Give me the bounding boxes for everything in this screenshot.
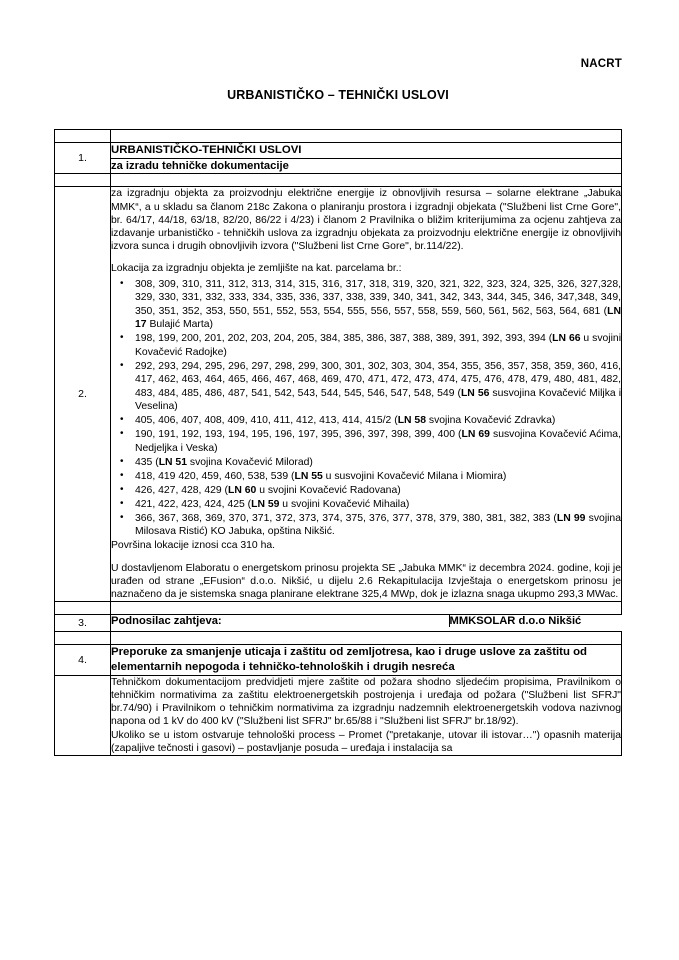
parcel-numbers: 190, 191, 192, 193, 194, 195, 196, 197, 395, 396, 397, 398, 399, 400 ( <box>135 429 462 441</box>
spacer-cell-right <box>111 130 622 143</box>
spacer-cell-left <box>55 174 111 187</box>
spacer-cell-left <box>55 602 111 615</box>
row4-body-number-cell <box>55 675 111 755</box>
list-item <box>111 278 621 332</box>
row3-wrapper <box>111 615 622 632</box>
table-row-3-applicant <box>55 615 622 632</box>
parcel-owner: susvojina Kovačević Miljka i Veselina) <box>135 387 621 413</box>
table-spacer-row <box>55 174 622 187</box>
parcel-owner: Bulajić Marta) <box>146 319 213 331</box>
parcel-numbers: 435 ( <box>135 456 159 468</box>
list-item <box>111 470 621 484</box>
row4-paragraph-1: Tehničkom dokumentacijom predvidjeti mjere zaštite od požara shodno sljedećim propisima, Pravilnikom o tehničkim normativima za zaštitu elektroenergetskih postrojenja i uređaja od požara ("Službeni list SFRJ" br.74/90) i Pravilnikom o tehničkim normativima za izgradnju nadzemnih elektroenergetskih vodova nazivnog napona od 1 kV do 400 kV ("Službeni list SFRJ" br.65/88 i "Službeni list SFRJ" br.18/92). <box>111 676 621 728</box>
row3-inner-table <box>111 615 622 627</box>
list-item <box>111 484 621 498</box>
parcel-ln: LN 17 <box>135 305 621 331</box>
draft-label: NACRT <box>580 58 622 70</box>
parcel-ln: LN 56 <box>460 387 490 399</box>
row1-title: URBANISTIČKO-TEHNIČKI USLOVI <box>111 143 622 159</box>
parcel-list <box>111 278 621 539</box>
spacer-cell-right <box>111 632 622 645</box>
table-spacer-row <box>55 632 622 645</box>
parcel-owner: u svojini Kovačević Radojke) <box>135 333 622 358</box>
table-row-4-heading <box>55 645 622 676</box>
row-number-4: 4. <box>55 645 111 676</box>
parcel-numbers: 308, 309, 310, 311, 312, 313, 314, 315, 316, 317, 318, 319, 320, 321, 322, 323, 324, 325, 326, 327,328, 329, 330, 331, 332, 333, 334, 335, 336, 337, 338, 339, 340, 341, 342, 343, 344, 345, 346, 347,348, 349, 350, 351, 352, 353, 550, 551, 552, 553, 554, 555, 556, 557, 558, 559, 560, 561, 562, 563, 564, 681 ( <box>135 278 621 317</box>
parcel-ln: LN 66 <box>552 333 581 345</box>
parcel-numbers: 426, 427, 428, 429 ( <box>135 484 229 496</box>
parcel-owner: svojina Kovačević Zdravka) <box>425 415 556 427</box>
row4-title: Preporuke za smanjenje uticaja i zaštitu od zemljotresa, kao i druge uslove za zaštitu od elementarnih nepogoda i tehničko-tehnoloških i drugih nesreća <box>111 645 622 676</box>
table-spacer-row <box>55 130 622 143</box>
row2-location-lead: Lokacija za izgradnju objekta je zemljište na kat. parcelama br.: <box>111 263 402 275</box>
parcel-ln: LN 51 <box>158 456 187 468</box>
parcel-ln: LN 55 <box>294 470 323 482</box>
parcel-numbers: 405, 406, 407, 408, 409, 410, 411, 412, 413, 414, 415/2 ( <box>135 415 398 427</box>
table-row-1-title <box>55 143 622 159</box>
document-header <box>0 0 679 102</box>
row-number-1: 1. <box>55 143 111 174</box>
list-item <box>111 512 621 539</box>
table-row-2-content <box>55 187 622 602</box>
list-item <box>111 498 621 512</box>
parcel-ln: LN 99 <box>556 512 586 524</box>
table-row-4-body <box>55 675 622 755</box>
parcel-numbers: 418, 419 420, 459, 460, 538, 539 ( <box>135 470 295 482</box>
row3-inner-row <box>111 615 622 627</box>
parcel-owner: svojina Kovačević Milorad) <box>186 456 313 468</box>
spacer-cell-left <box>55 130 111 143</box>
parcel-owner: u svojini Kovačević Radovana) <box>256 484 401 496</box>
table-row-1-subtitle <box>55 158 622 174</box>
row2-body <box>111 187 622 602</box>
row4-paragraph-2: Ukoliko se u istom ostvaruje tehnološki process – Promet ("pretakanje, utovar ili istovar…") opasnih materija (zapaljive tečnosti i gasovi) – postavljanje posuda – uređaja i instalacija sa <box>111 729 621 754</box>
list-item <box>111 428 621 455</box>
parcel-numbers: 366, 367, 368, 369, 370, 371, 372, 373, 374, 375, 376, 377, 378, 379, 380, 381, 382, 383 ( <box>135 512 557 524</box>
parcel-numbers: 292, 293, 294, 295, 296, 297, 298, 299, 300, 301, 302, 303, 304, 354, 355, 356, 357, 358, 359, 360, 416, 417, 462, 463, 464, 465, 466, 467, 468, 469, 470, 471, 472, 473, 474, 475, 476, 478, 479, 480, 481, 482, 483, 484, 485, 486, 487, 541, 542, 543, 544, 545, 546, 547, 548, 549 ( <box>135 360 621 399</box>
list-item <box>111 456 621 470</box>
list-item <box>111 332 621 359</box>
parcel-owner: u susvojini Kovačević Milana i Miomira) <box>322 470 507 482</box>
row-number-2: 2. <box>55 187 111 602</box>
row2-intro-paragraph: za izgradnju objekta za proizvodnju električne energije iz obnovljivih resursa – solarne elektrane „Jabuka MMK“, a u skladu sa članom 218c Zakona o planiranju prostora i izgradnji objekata ("Službeni list Crne Gore", br. 64/17, 44/18, 63/18, 82/20, 86/22 i 4/23) i članom 2 Pravilnika o bližim kriterijumima za ocjenu zahtjeva za izdavanje urbanističko - tehničkih uslova za izgradnju objekata za proizvodnju električne energije iz obnovljivih izvora sunca i drugih obnovljivih izvora ("Službeni list Crne Gore", br.114/22). <box>111 188 621 253</box>
list-item <box>111 414 621 428</box>
spacer-cell-left <box>55 632 111 645</box>
parcel-ln: LN 60 <box>228 484 257 496</box>
applicant-value: MMKSOLAR d.o.o Nikšić <box>449 615 582 628</box>
conditions-table <box>54 129 622 756</box>
row2-energy-paragraph: U dostavljenom Elaboratu o energetskom prinosu projekta SE „Jabuka MMK“ iz decembra 2024. godine, koji je urađen od strane „EFusion“ d.o.o. Nikšić, u dijelu 2.6 Rekapitulacija Izvještaja o energetskom prinosu je naznačeno da je sistemska snaga planirane elektrane 325,4 MWp, dok je izlazna snaga ukupmo 293,3 MWac. <box>111 562 621 601</box>
list-item <box>111 360 621 414</box>
table-spacer-row <box>55 602 622 615</box>
spacer-cell-right <box>111 174 622 187</box>
page-title: URBANISTIČKO – TEHNIČKI USLOVI <box>227 88 449 102</box>
parcel-ln: LN 69 <box>461 429 490 441</box>
parcel-owner: u svojini Kovačević Mihaila) <box>279 498 410 510</box>
parcel-owner: susvojina Kovačević Aćima, Nedjeljka i Veska) <box>135 429 621 454</box>
parcel-ln: LN 58 <box>397 415 426 427</box>
parcel-owner: svojina Milosava Ristić) KO Jabuka, opština Nikšić. <box>135 512 621 538</box>
spacer-cell-right <box>111 602 622 615</box>
row2-area-paragraph: Površina lokacije iznosi cca 310 ha. <box>111 540 276 552</box>
row-number-3: 3. <box>55 615 111 632</box>
row4-body <box>111 675 622 755</box>
parcel-ln: LN 59 <box>251 498 280 510</box>
parcel-numbers: 198, 199, 200, 201, 202, 203, 204, 205, 384, 385, 386, 387, 388, 389, 391, 392, 393, 394 ( <box>135 333 553 345</box>
parcel-numbers: 421, 422, 423, 424, 425 ( <box>135 498 252 510</box>
row1-subtitle: za izradu tehničke dokumentacije <box>111 158 622 174</box>
applicant-label: Podnosilac zahtjeva: <box>111 615 449 627</box>
